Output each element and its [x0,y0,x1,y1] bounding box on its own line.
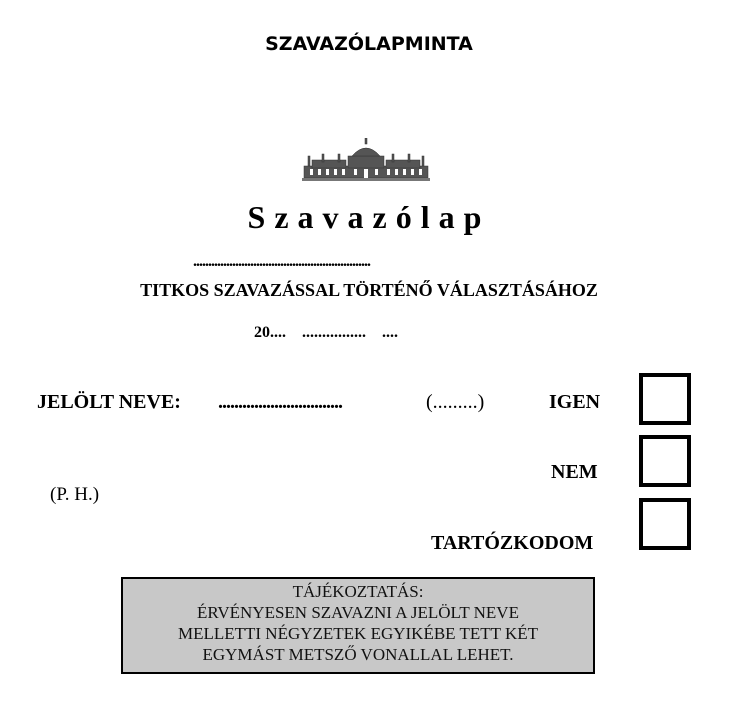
notice-box [121,577,595,674]
vote-box-no[interactable] [639,435,691,487]
ballot-title: Szavazólap [247,199,491,235]
stamp-placeholder: (P. H.) [50,484,100,505]
candidate-party-placeholder: (.........) [426,391,485,413]
candidate-name-label: JELÖLT NEVE: [37,391,181,413]
notice-heading: TÁJÉKOZTATÁS: [292,582,424,601]
notice-line: ÉRVÉNYESEN SZAVAZNI A JELÖLT NEVE [197,603,519,622]
option-yes-label: IGEN [549,391,601,413]
election-name-placeholder: ........................................................... [193,253,370,270]
option-abstain-label: TARTÓZKODOM [431,532,594,554]
vote-box-yes[interactable] [639,373,691,425]
candidate-name-placeholder: ............................... [218,391,342,413]
notice-line: EGYMÁST METSZŐ VONALLAL LEHET. [202,645,514,664]
document-heading: SZAVAZÓLAPMINTA [265,33,473,55]
parliament-building-icon [302,138,430,182]
option-no-label: NEM [551,461,598,483]
notice-line: MELLETTI NÉGYZETEK EGYIKÉBE TETT KÉT [177,624,539,643]
date-placeholder: 20.... ................ .... [254,324,398,341]
vote-box-abstain[interactable] [639,498,691,550]
ballot-subtitle: TITKOS SZAVAZÁSSAL TÖRTÉNŐ VÁLASZTÁSÁHOZ [140,280,598,300]
